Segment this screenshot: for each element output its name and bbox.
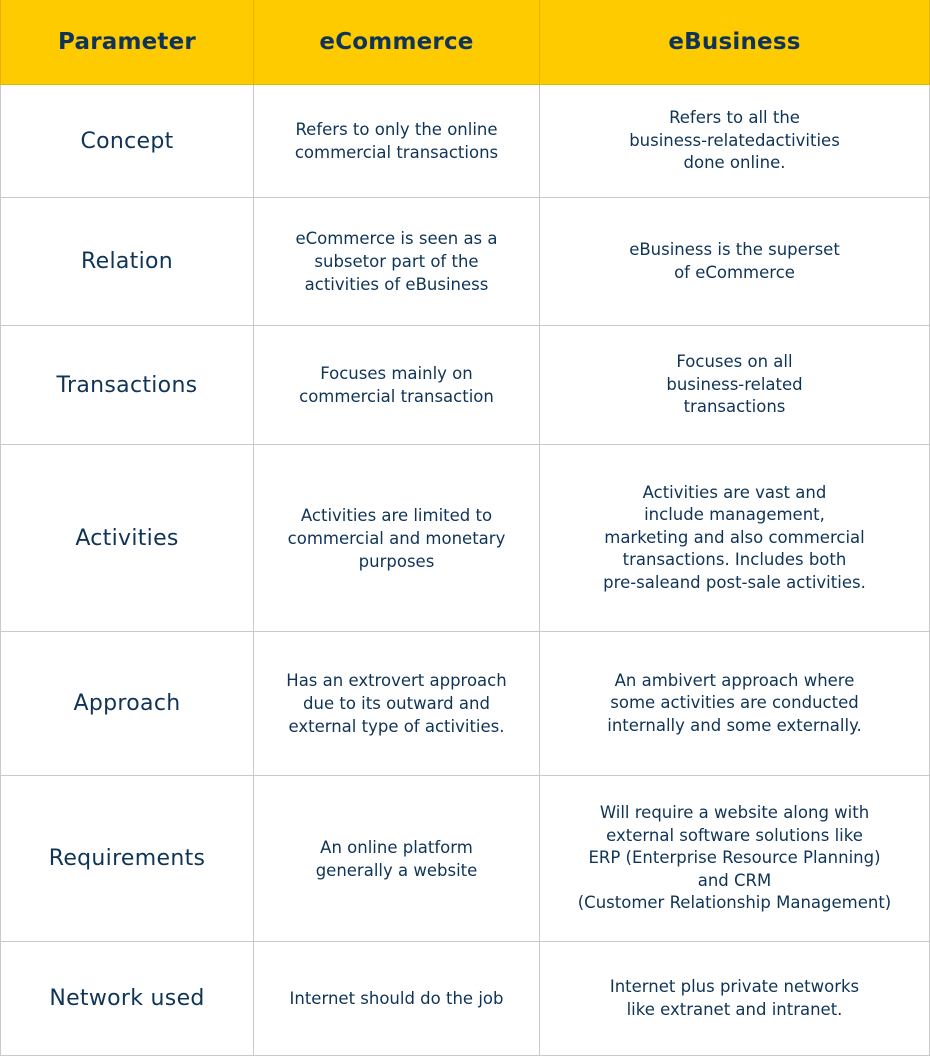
parameter-label: Network used	[49, 986, 205, 1011]
ecommerce-cell	[254, 445, 540, 632]
ebusiness-cell	[540, 85, 930, 198]
ebusiness-text: An ambivert approach where some activities are conducted internally and some externally.	[607, 670, 862, 735]
ebusiness-cell	[540, 776, 930, 942]
table-row-activities	[0, 445, 930, 632]
ebusiness-text: Activities are vast and include management, marketing and also commercial transactions. Includes both pre-saleand post-sale activities.	[603, 482, 866, 592]
ecommerce-cell	[254, 942, 540, 1056]
parameter-cell	[0, 326, 254, 445]
parameter-cell	[0, 85, 254, 198]
ecommerce-text: An online platform generally a website	[315, 837, 478, 880]
ebusiness-text: eBusiness is the superset of eCommerce	[629, 240, 840, 282]
table-header-row	[0, 0, 930, 85]
ecommerce-text: Refers to only the online commercial transactions	[294, 120, 499, 162]
table-row-transactions	[0, 326, 930, 445]
ecommerce-text: Activities are limited to commercial and monetary purposes	[287, 505, 506, 571]
parameter-label: Approach	[73, 691, 181, 716]
header-ecommerce-label: eCommerce	[319, 29, 474, 55]
ecommerce-text: eCommerce is seen as a subsetor part of the activities of eBusiness	[295, 229, 498, 294]
table-row-approach	[0, 632, 930, 776]
ebusiness-text: Refers to all the business-relatedactivities done online.	[629, 108, 840, 173]
parameter-label: Requirements	[48, 846, 206, 871]
ecommerce-text: Focuses mainly on commercial transaction	[299, 364, 494, 406]
ebusiness-cell	[540, 198, 930, 326]
ebusiness-cell	[540, 632, 930, 776]
table-row-relation	[0, 198, 930, 326]
ebusiness-text: Will require a website along with external software solutions like ERP (Enterprise Resource Planning) and CRM (Customer Relationship Management)	[577, 803, 892, 913]
ebusiness-text: Focuses on all business-related transactions	[666, 352, 803, 417]
table-row-network-used	[0, 942, 930, 1056]
ebusiness-text: Internet plus private networks like extranet and intranet.	[609, 977, 860, 1019]
ecommerce-cell	[254, 776, 540, 942]
parameter-label: Relation	[81, 249, 173, 274]
ecommerce-cell	[254, 85, 540, 198]
ecommerce-cell	[254, 198, 540, 326]
parameter-cell	[0, 776, 254, 942]
parameter-label: Activities	[75, 525, 179, 551]
ecommerce-text: Has an extrovert approach due to its outward and external type of activities.	[286, 671, 507, 736]
header-parameter-label: Parameter	[58, 29, 196, 55]
ecommerce-text: Internet should do the job	[289, 989, 504, 1008]
ecommerce-cell	[254, 326, 540, 445]
parameter-cell	[0, 445, 254, 632]
ebusiness-cell	[540, 942, 930, 1056]
table-row-requirements	[0, 776, 930, 942]
ebusiness-cell	[540, 445, 930, 632]
header-cell-parameter	[0, 0, 254, 85]
header-ebusiness-label: eBusiness	[668, 29, 801, 55]
parameter-cell	[0, 198, 254, 326]
table-row-concept	[0, 85, 930, 198]
header-cell-ebusiness	[540, 0, 930, 85]
ebusiness-cell	[540, 326, 930, 445]
parameter-label: Transactions	[56, 372, 198, 398]
parameter-cell	[0, 942, 254, 1056]
ecommerce-cell	[254, 632, 540, 776]
parameter-cell	[0, 632, 254, 776]
header-cell-ecommerce	[254, 0, 540, 85]
parameter-label: Concept	[80, 128, 174, 154]
